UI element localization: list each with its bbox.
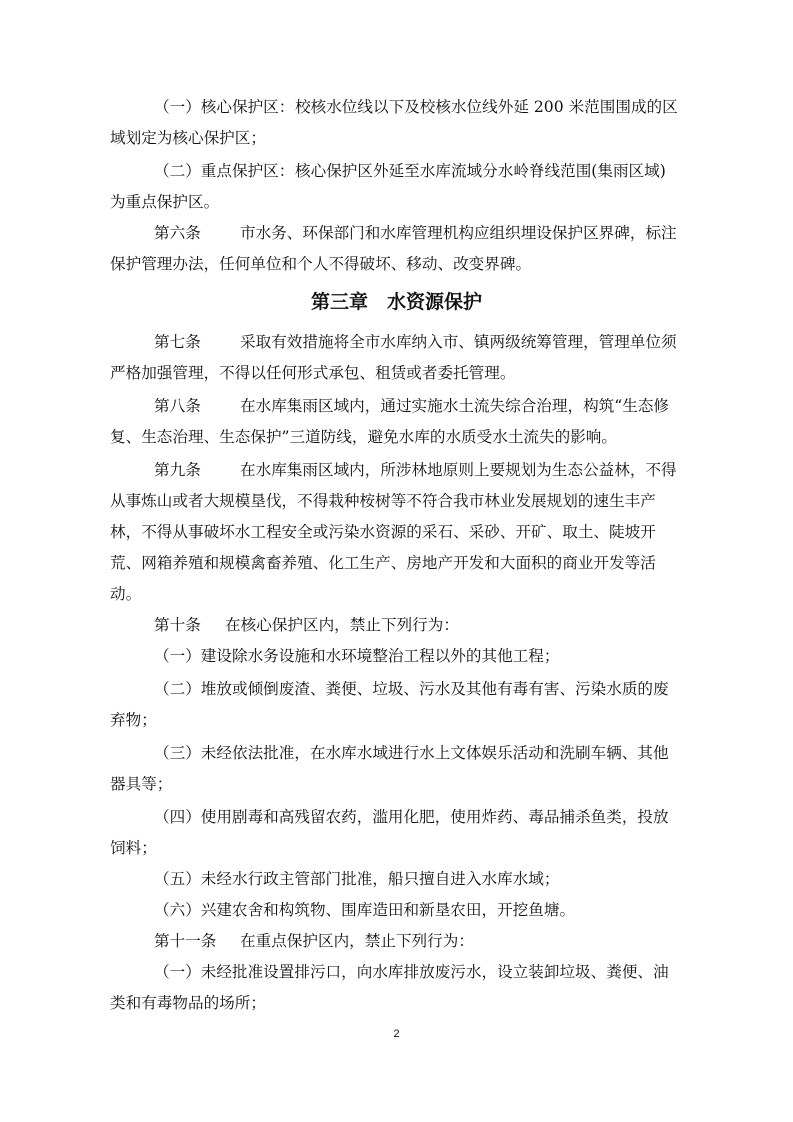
text-line — [0, 577, 793, 611]
text-line — [0, 672, 793, 706]
paragraph-text: 复、生态治理、生态保护”三道防线，避免水库的水质受水土流失的影响。 — [110, 428, 617, 446]
text-line — [0, 216, 793, 250]
text-line — [0, 484, 793, 518]
article-label: 第十条 — [154, 616, 201, 634]
paragraph-text: 核心保护区外延至水库流域分水岭脊线范围(集雨区域) — [295, 162, 666, 180]
text-line — [0, 831, 793, 865]
list-label: （二）重点保护区： — [154, 162, 295, 180]
text-line — [0, 389, 793, 423]
paragraph-text: 市水务、环保部门和水库管理机构应组织埋设保护区界碑，标注 — [240, 224, 677, 242]
paragraph-text: 动。 — [110, 585, 142, 603]
paragraph-text: 在水库集雨区域内，通过实施水土流失综合治理，构筑“生态修 — [240, 397, 670, 415]
text-line — [0, 185, 793, 219]
text-line — [0, 453, 793, 487]
paragraph-text: 域划定为核心保护区； — [110, 129, 266, 147]
text-line — [0, 955, 793, 989]
text-line — [0, 862, 793, 896]
text-line — [0, 767, 793, 801]
text-line — [0, 247, 793, 281]
text-line — [0, 546, 793, 580]
text-line — [0, 893, 793, 927]
paragraph-text: 弃物； — [110, 711, 157, 729]
paragraph-text: 为重点保护区。 — [110, 193, 220, 211]
list-label: （一）核心保护区： — [154, 98, 295, 116]
article-label: 第八条 — [154, 397, 201, 415]
paragraph-text: 采取有效措施将全市水库纳入市、镇两级统筹管理，管理单位须 — [240, 333, 677, 351]
paragraph-text: 在重点保护区内，禁止下列行为： — [240, 932, 474, 950]
paragraph-text: 从事炼山或者大规模垦伐，不得栽种桉树等不符合我市林业发展规划的速生丰产 — [110, 492, 656, 510]
article-label: 第九条 — [154, 461, 201, 479]
paragraph-text: 校核水位线以下及校核水位线外延 200 米范围围成的区 — [295, 98, 678, 116]
text-line — [0, 515, 793, 549]
paragraph-text: 林，不得从事破坏水工程安全或污染水资源的采石、采砂、开矿、取土、陡坡开 — [110, 523, 656, 541]
text-line — [0, 325, 793, 359]
paragraph-text: 在核心保护区内，禁止下列行为： — [225, 616, 459, 634]
paragraph-text: 在水库集雨区域内，所涉林地原则上要规划为生态公益林，不得 — [240, 461, 677, 479]
paragraph-text: （一）未经批准设置排污口，向水库排放废污水，设立装卸垃圾、粪便、油 — [154, 963, 669, 981]
paragraph-text: （一）建设除水务设施和水环境整治工程以外的其他工程； — [154, 647, 560, 665]
paragraph-text: 饲料； — [110, 839, 157, 857]
page-number: 2 — [393, 1028, 400, 1040]
text-line — [0, 90, 793, 124]
paragraph-text: 严格加强管理，不得以任何形式承包、租赁或者委托管理。 — [110, 364, 516, 382]
text-line — [0, 356, 793, 390]
paragraph-text: 保护管理办法，任何单位和个人不得破坏、移动、改变界碑。 — [110, 255, 532, 273]
text-line — [0, 924, 793, 958]
text-line — [0, 736, 793, 770]
text-line — [0, 121, 793, 155]
text-line — [0, 703, 793, 737]
paragraph-text: 荒、网箱养殖和规模禽畜养殖、化工生产、房地产开发和大面积的商业开发等活 — [110, 554, 656, 572]
text-line — [0, 608, 793, 642]
paragraph-text: （五）未经水行政主管部门批准，船只擅自进入水库水域； — [154, 870, 560, 888]
text-line — [0, 154, 793, 188]
article-label: 第六条 — [154, 224, 201, 242]
paragraph-text: （三）未经依法批准，在水库水域进行水上文体娱乐活动和洗刷车辆、其他 — [154, 744, 669, 762]
text-line — [0, 420, 793, 454]
paragraph-text: （二）堆放或倾倒废渣、粪便、垃圾、污水及其他有毒有害、污染水质的废 — [154, 680, 669, 698]
paragraph-text: （六）兴建农舍和构筑物、围库造田和新垦农田，开挖鱼塘。 — [154, 901, 576, 919]
text-line — [0, 800, 793, 834]
article-label: 第七条 — [154, 333, 201, 351]
text-line — [0, 639, 793, 673]
paragraph-text: 类和有毒物品的场所； — [110, 994, 266, 1012]
paragraph-text: （四）使用剧毒和高残留农药，滥用化肥，使用炸药、毒品捕杀鱼类，投放 — [154, 808, 669, 826]
chapter-heading: 第三章 水资源保护 — [310, 291, 482, 313]
text-line — [0, 986, 793, 1020]
paragraph-text: 器具等； — [110, 775, 173, 793]
article-label: 第十一条 — [154, 932, 217, 950]
